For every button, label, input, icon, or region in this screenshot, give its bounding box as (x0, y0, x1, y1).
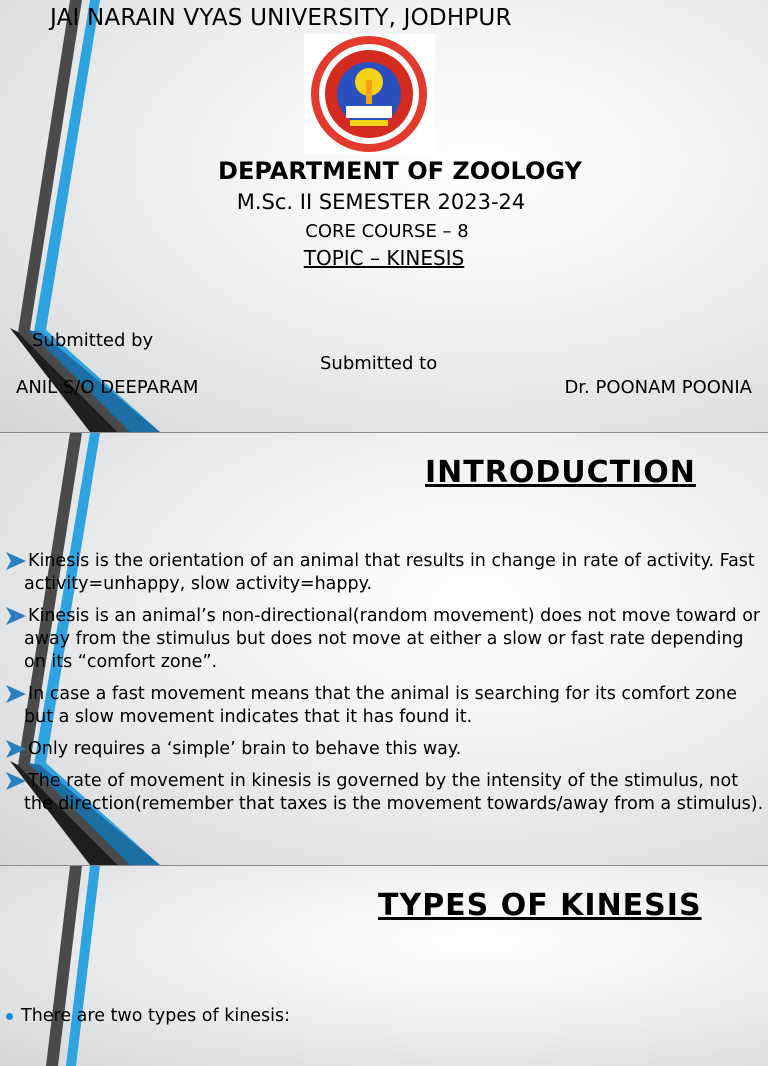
student-name: ANIL S/O DEEPARAM (16, 377, 199, 398)
teacher-name: Dr. POONAM POONIA (564, 377, 752, 398)
slide-decoration (0, 0, 200, 432)
list-item (6, 683, 766, 729)
submitted-by-label: Submitted by (32, 330, 154, 351)
bullet-text: There are two types of kinesis: (21, 1006, 291, 1026)
list-item (6, 605, 766, 674)
university-logo (304, 34, 435, 155)
arrow-bullet-icon (6, 607, 26, 625)
slide-decoration (0, 866, 200, 1066)
types-bullet (6, 1006, 290, 1026)
list-item (6, 550, 766, 596)
topic-line: TOPIC – KINESIS (303, 246, 465, 270)
course-line: CORE COURSE – 8 (305, 221, 469, 242)
types-title: TYPES OF KINESIS (378, 888, 702, 923)
bullet-text: Kinesis is the orientation of an animal that results in change in rate of activity. Fast activity=unhappy, slow activity=happy. (24, 551, 755, 594)
introduction-bullets (6, 550, 766, 825)
bullet-text: Only requires a ‘simple’ brain to behave this way. (28, 739, 462, 759)
list-item (6, 770, 766, 816)
arrow-bullet-icon (6, 685, 26, 703)
title-slide (0, 0, 768, 432)
bullet-text: The rate of movement in kinesis is governed by the intensity of the stimulus, not the direction(remember that taxes is the movement towards/away from a stimulus). (24, 771, 764, 814)
arrow-bullet-icon (6, 772, 26, 790)
department-title: DEPARTMENT OF ZOOLOGY (218, 157, 582, 185)
bullet-text: Kinesis is an animal’s non-directional(random movement) does not move toward or away from the stimulus but does not move at either a slow or fast rate depending on its “comfort zone”. (24, 606, 761, 672)
introduction-slide (0, 433, 768, 865)
introduction-title: INTRODUCTION (425, 455, 696, 490)
bullet-text: In case a fast movement means that the animal is searching for its comfort zone but a slow movement indicates that it has found it. (24, 684, 738, 727)
arrow-bullet-icon (6, 552, 26, 570)
university-name: JAI NARAIN VYAS UNIVERSITY, JODHPUR (50, 5, 512, 31)
types-slide (0, 866, 768, 1066)
bullet-dot-icon (6, 1013, 13, 1020)
list-item (6, 738, 766, 761)
semester-line: M.Sc. II SEMESTER 2023-24 (236, 190, 526, 214)
arrow-bullet-icon (6, 740, 26, 758)
submitted-to-label: Submitted to (320, 353, 438, 374)
